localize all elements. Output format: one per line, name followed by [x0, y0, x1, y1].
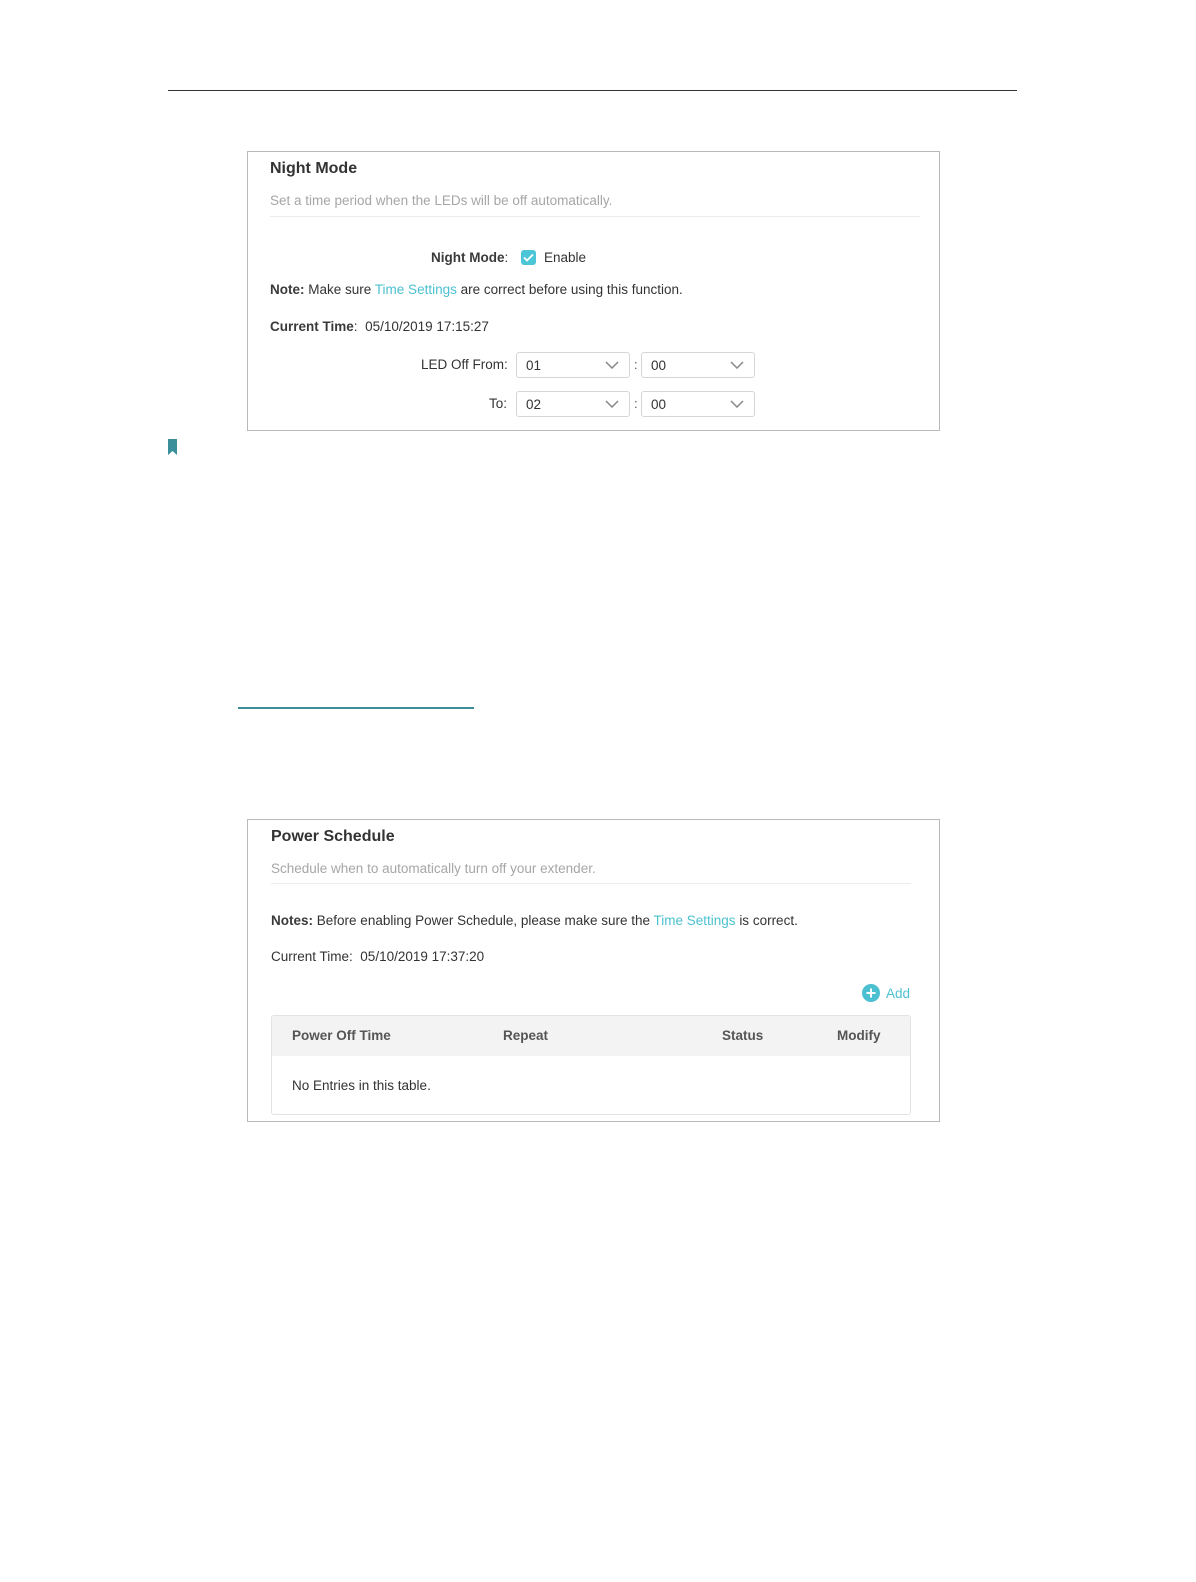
power-schedule-current-time — [271, 949, 484, 964]
night-mode-enable-checkbox[interactable] — [521, 250, 536, 265]
from-minute-value: 00 — [651, 358, 667, 373]
night-mode-note — [270, 282, 683, 297]
night-mode-label: Night Mode: — [431, 250, 509, 265]
chevron-down-icon — [605, 400, 619, 408]
to-label: To: — [489, 396, 508, 411]
plus-circle-icon — [862, 984, 880, 1002]
note-pre-text: Make sure — [308, 282, 372, 297]
to-hour-select[interactable] — [516, 391, 630, 417]
column-header-modify[interactable]: Modify — [837, 1028, 881, 1043]
current-time-value: 05/10/2019 17:15:27 — [365, 319, 489, 334]
led-off-from-label: LED Off From: — [421, 357, 508, 372]
page-header-rule — [168, 90, 1017, 91]
time-settings-link[interactable]: Time Settings — [653, 913, 736, 928]
power-schedule-title: Power Schedule — [271, 828, 395, 845]
from-hour-value: 01 — [526, 358, 542, 373]
to-time-separator: : — [634, 396, 638, 411]
notes-post-text: is correct. — [739, 913, 798, 928]
table-header — [272, 1016, 910, 1056]
current-time-value: 05/10/2019 17:37:20 — [360, 949, 485, 964]
night-mode-current-time — [270, 319, 489, 334]
bookmark-icon — [168, 439, 177, 455]
power-schedule-subtitle: Schedule when to automatically turn off your extender. — [271, 861, 596, 876]
power-schedule-panel — [247, 819, 940, 1122]
power-schedule-divider — [271, 883, 911, 884]
chevron-down-icon — [605, 361, 619, 369]
note-label: Note: — [270, 282, 305, 297]
column-header-status[interactable]: Status — [722, 1028, 764, 1043]
checkmark-icon — [523, 253, 534, 262]
to-minute-select[interactable] — [641, 391, 755, 417]
night-mode-title: Night Mode — [270, 160, 358, 177]
section-underline — [238, 707, 474, 709]
notes-pre-text: Before enabling Power Schedule, please make sure the — [316, 913, 650, 928]
to-minute-value: 00 — [651, 397, 667, 412]
from-minute-select[interactable] — [641, 352, 755, 378]
power-schedule-notes — [271, 913, 798, 928]
column-header-repeat[interactable]: Repeat — [503, 1028, 549, 1043]
night-mode-label-colon: : — [504, 250, 509, 265]
current-time-label: Current Time — [270, 319, 354, 334]
table-empty-message: No Entries in this table. — [292, 1078, 431, 1093]
add-button[interactable] — [862, 984, 910, 1002]
to-hour-value: 02 — [526, 397, 542, 412]
night-mode-divider — [270, 216, 920, 217]
chevron-down-icon — [730, 400, 744, 408]
notes-label: Notes: — [271, 913, 314, 928]
night-mode-subtitle: Set a time period when the LEDs will be off automatically. — [270, 193, 613, 208]
add-label: Add — [886, 985, 911, 1001]
from-hour-select[interactable] — [516, 352, 630, 378]
column-header-power-off-time[interactable]: Power Off Time — [292, 1028, 391, 1043]
current-time-label: Current Time: — [271, 949, 353, 964]
power-schedule-table — [271, 1015, 911, 1115]
current-time-colon: : — [353, 319, 358, 334]
night-mode-panel — [247, 151, 940, 431]
time-settings-link[interactable]: Time Settings — [374, 282, 457, 297]
enable-label: Enable — [544, 250, 587, 265]
from-time-separator: : — [634, 357, 638, 372]
chevron-down-icon — [730, 361, 744, 369]
note-post-text: are correct before using this function. — [460, 282, 683, 297]
